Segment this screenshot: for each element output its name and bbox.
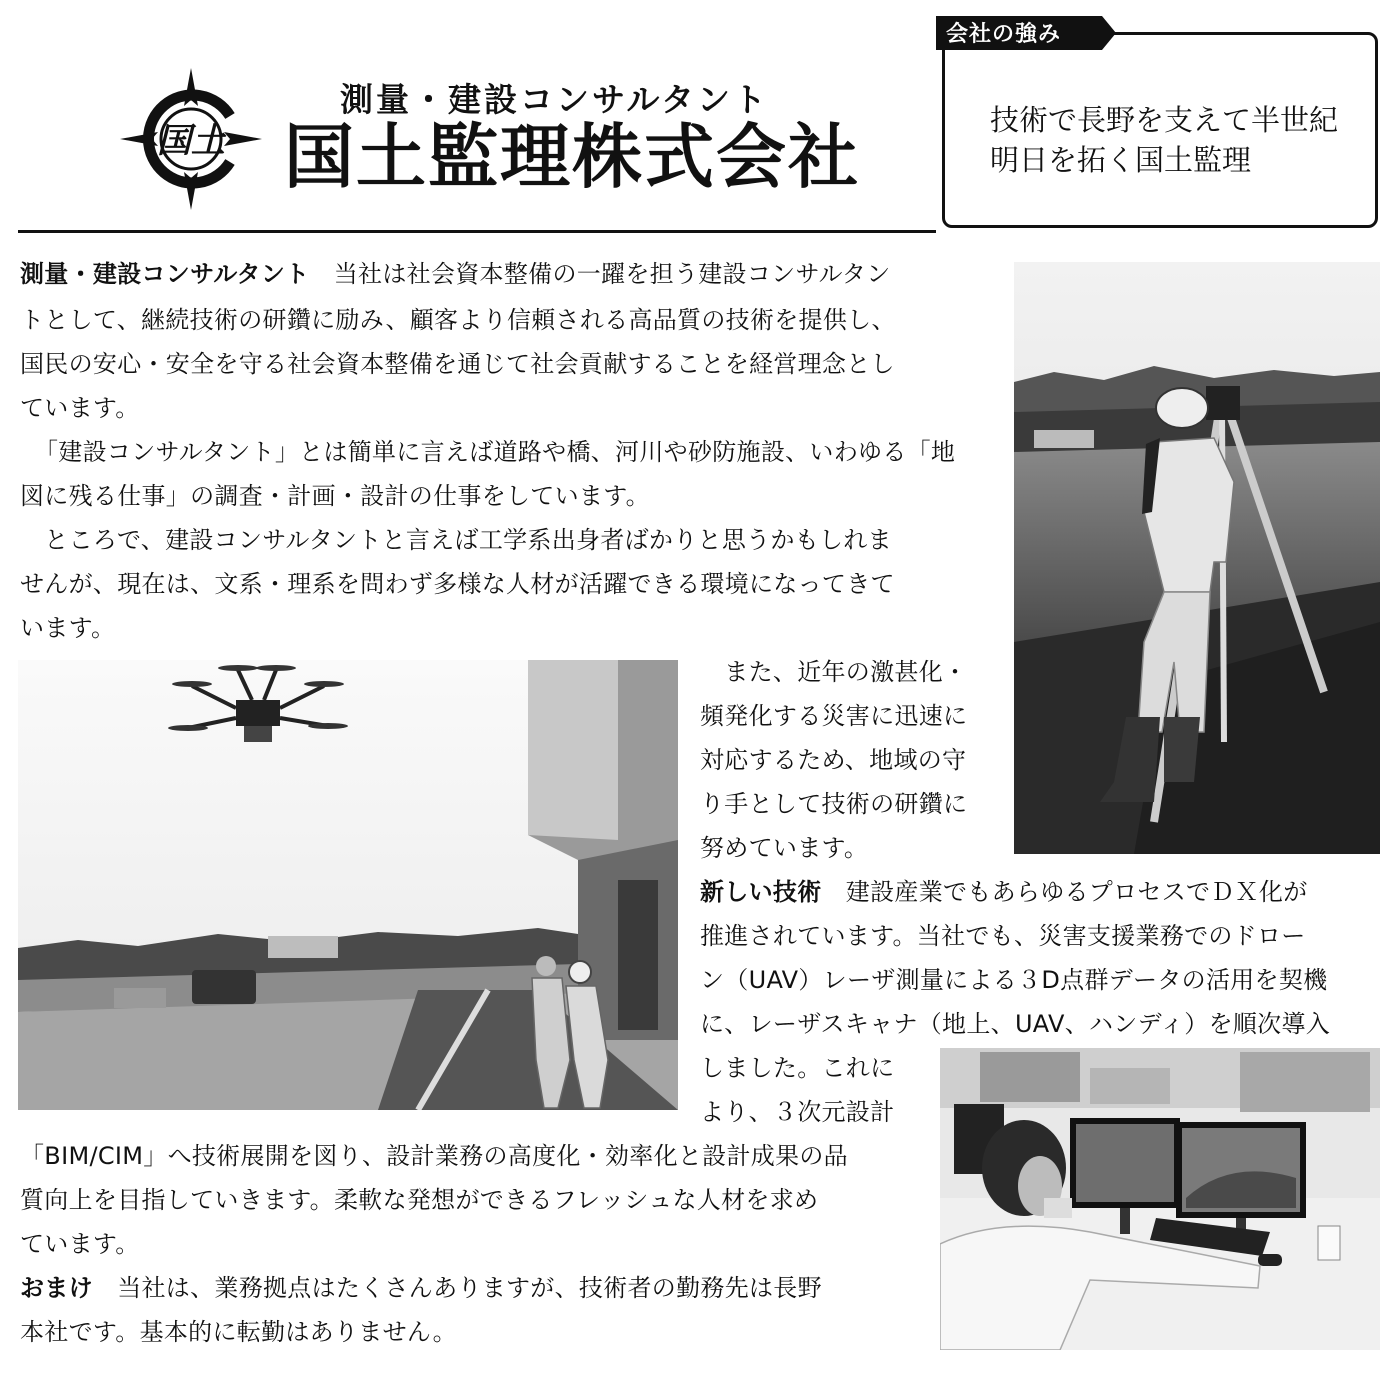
omake-first-line — [20, 1276, 822, 1300]
text-line: より、３次元設計 — [700, 1098, 895, 1126]
text-line: 努めています。 — [700, 834, 869, 862]
text-line: また、近年の激甚化・ — [700, 658, 968, 686]
text-line: 質向上を目指していきます。柔軟な発想ができるフレッシュな人材を求め — [20, 1186, 819, 1214]
text-line: 対応するため、地域の守 — [700, 746, 967, 774]
text-line: 図に残る仕事」の調査・計画・設計の仕事をしています。 — [20, 482, 650, 510]
omake-line-1: 当社は、業務拠点はたくさんありますが、技術者の勤務先は長野 — [92, 1274, 822, 1302]
intro-line-1: 当社は社会資本整備の一躍を担う建設コンサルタン — [309, 260, 891, 288]
text-line: ン（UAV）レーザ測量による３D点群データの活用を契機 — [700, 966, 1328, 994]
text-line: しました。これに — [700, 1054, 895, 1082]
text-line: トとして、継続技術の研鑽に励み、顧客より信頼される高品質の技術を提供し、 — [20, 306, 896, 334]
text-line: 推進されています。当社でも、災害支援業務でのドロー — [700, 922, 1306, 950]
tech-heading: 新しい技術 — [700, 878, 822, 906]
surveyor-photo — [1014, 262, 1380, 854]
text-line: ところで、建設コンサルタントと言えば工学系出身者ばかりと思うかもしれま — [20, 526, 892, 554]
text-line: 国民の安心・安全を守る社会資本整備を通じて社会貢献することを経営理念とし — [20, 350, 895, 378]
omake-heading: おまけ — [20, 1274, 93, 1302]
drone-photo — [18, 660, 678, 1110]
strength-tag-label: 会社の強み — [946, 22, 1062, 47]
text-line: 頻発化する災害に迅速に — [700, 702, 968, 730]
strength-line-1: 技術で長野を支えて半世紀 — [990, 105, 1339, 137]
logo-text: 国土 — [157, 121, 225, 161]
tech-first-line — [700, 880, 1308, 904]
intro-first-line — [20, 262, 891, 286]
company-subtitle: 測量・建設コンサルタント — [340, 80, 770, 119]
text-line: ています。 — [20, 394, 140, 422]
tech-line-1: 建設産業でもあらゆるプロセスでＤＸ化が — [821, 878, 1308, 906]
text-line: います。 — [20, 614, 116, 642]
text-line: 「BIM/CIM」へ技術展開を図り、設計業務の高度化・効率化と設計成果の品 — [20, 1142, 848, 1170]
intro-heading: 測量・建設コンサルタント — [20, 260, 310, 288]
text-line: せんが、現在は、文系・理系を問わず多様な人材が活躍できる環境になってきて — [20, 570, 895, 598]
office-photo — [940, 1048, 1380, 1350]
strength-line-2: 明日を拓く国土監理 — [990, 145, 1252, 177]
company-logo — [118, 66, 264, 212]
text-line: に、レーザスキャナ（地上、UAV、ハンディ）を順次導入 — [700, 1010, 1331, 1038]
text-line: 「建設コンサルタント」とは簡単に言えば道路や橋、河川や砂防施設、いわゆる「地 — [34, 438, 956, 466]
text-line: り手として技術の研鑽に — [700, 790, 968, 818]
omake-line-2: 本社です。基本的に転勤はありません。 — [20, 1318, 457, 1346]
company-name: 国土監理株式会社 — [284, 115, 860, 198]
header-divider — [18, 230, 936, 233]
text-line: ています。 — [20, 1230, 140, 1258]
